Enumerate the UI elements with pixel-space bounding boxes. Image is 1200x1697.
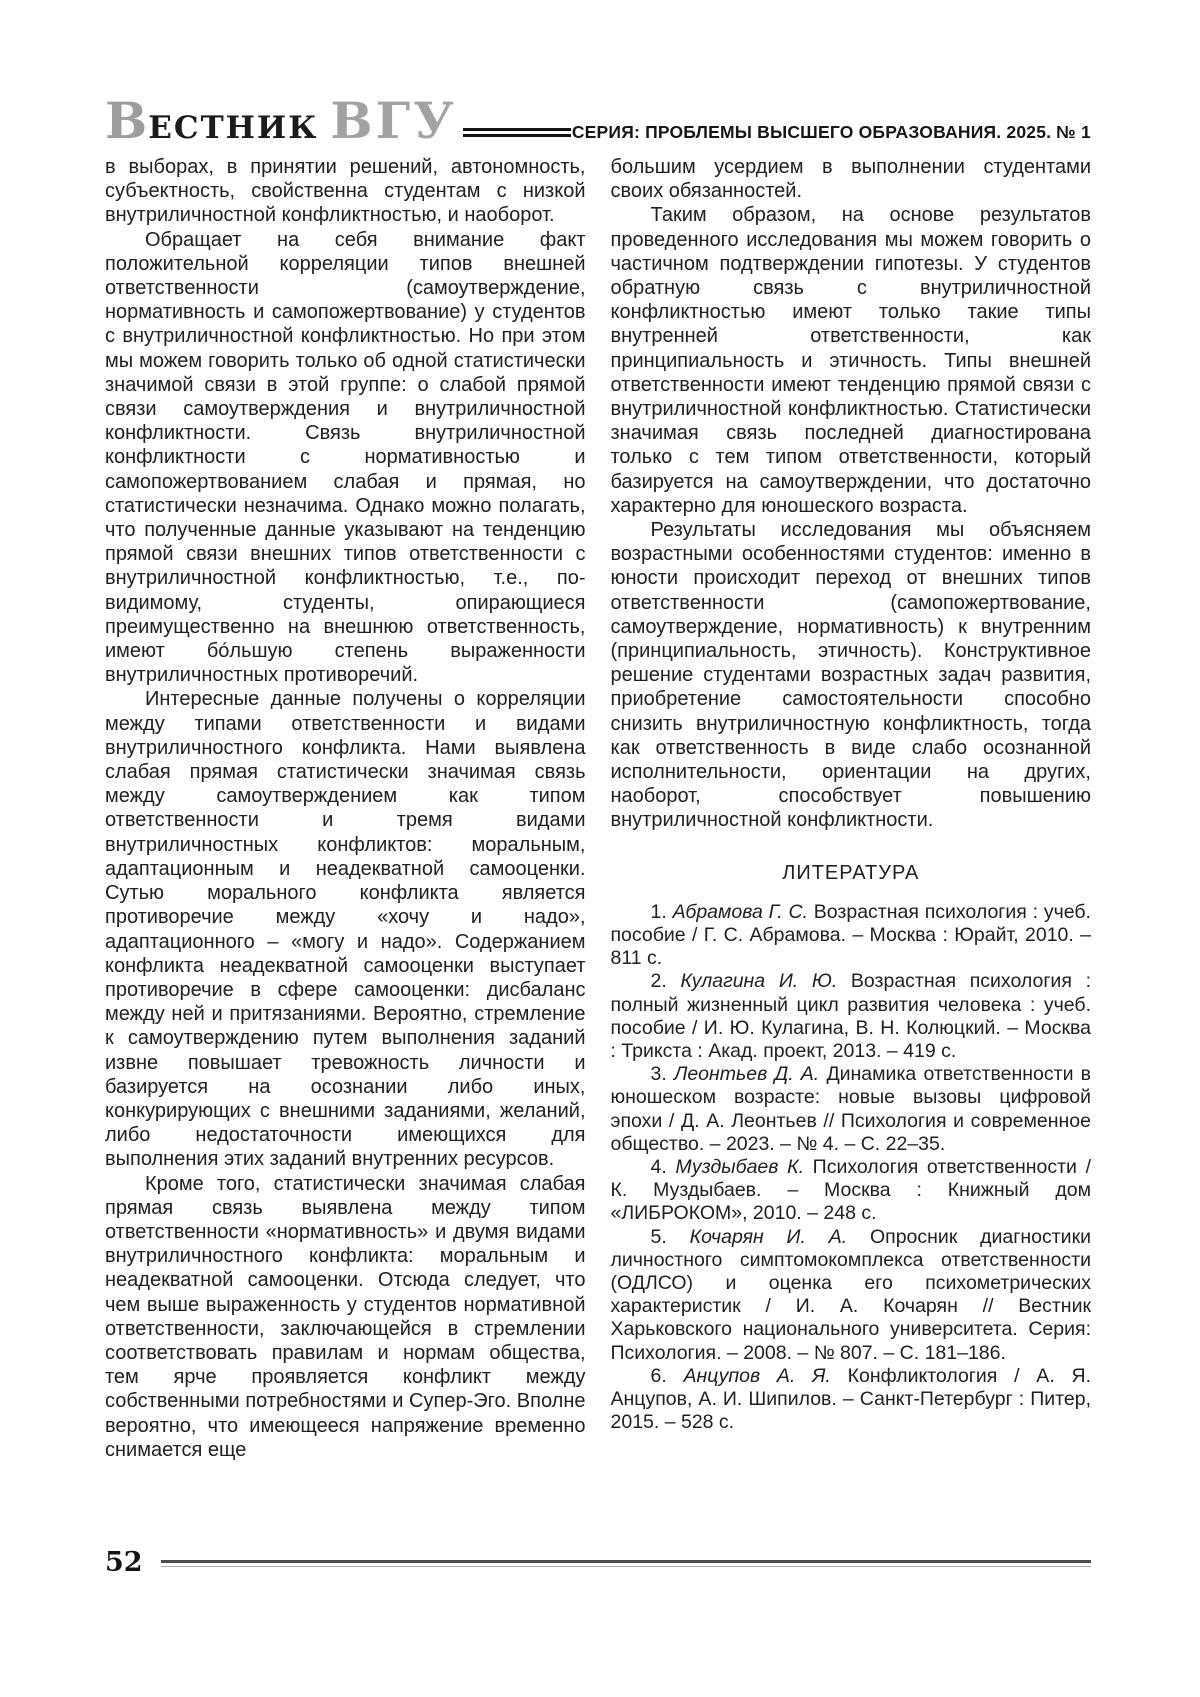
page-number: 52	[105, 1547, 143, 1578]
footer-rule	[161, 1560, 1091, 1567]
reference-number: 4.	[650, 1155, 667, 1178]
body-paragraph	[611, 203, 1092, 518]
reference-author: Кочарян И. А.	[689, 1225, 848, 1248]
paragraph-text: Обращает на себя внимание факт положительной корреляции типов внешней ответственности (самоутверждение, нормативность и самопожертвование) у студентов с внутриличностной конфликтностью. Но при этом мы можем говорить только об одной статистически значимой связи в этой группе: о слабой прямой связи самоутверждения и внутриличностной конфликтности. Связь внутриличностной конфликтности с нормативностью и самопожертвованием слабая и прямая, но статистически незначима. Однако можно полагать, что полученные данные указывают на тенденцию прямой связи внешних типов ответственности с внутриличностной конфликтностью, т.е., по-видимому, студенты, опирающиеся преимущественно на внешнюю ответственность, имеют бо́льшую степень выраженности внутриличностных противоречий.	[105, 228, 586, 687]
paragraph-text: Результаты исследования мы объясняем возрастными особенностями студентов: именно в юности происходит переход от внешних типов ответственности (самопожертвование, самоутверждение, нормативность) к внутренним (принципиальность, этичность). Конструктивное решение студентами возрастных задач развития, приобретение самостоятельности способно снизить внутриличностную конфликтность, тогда как ответственность в виде слабо осознанной исполнительности, ориентации на других, наоборот, способствует повышению внутриличностной конфликтности.	[610, 519, 1091, 832]
paragraph-text: большим усердием в выполнении студентами своих обязанностей.	[610, 156, 1091, 203]
reference-text: Динамика ответственности в юношеском возрасте: новые вызовы цифровой эпохи / Д. А. Леонтьев // Психология и современное общество. – 2023. – № 4. – С. 22–35.	[610, 1063, 1092, 1155]
reference-text: Опросник диагностики личностного симптомокомплекса ответственности (ОДЛСО) и оценка его психометрических характеристик / И. А. Кочарян // Вестник Харьковского национального университета. Серия: Психология. – 2008. – № 807. – С. 181–186.	[610, 1225, 1091, 1364]
body-paragraph	[611, 155, 1092, 203]
reference-text: Психология ответственности / К. Муздыбаев. – Москва : Книжный дом «ЛИБРОКОМ», 2010. – 248 с.	[610, 1155, 1092, 1225]
right-column	[611, 155, 1092, 1462]
logo-vgu: ВГУ	[330, 91, 457, 150]
paragraph-text: Интересные данные получены о корреляции между типами ответственности и видами внутриличностного конфликта. Нами выявлена слабая прямая статистически значимая связь между самоутверждением как типом ответственности и тремя видами внутриличностных конфликтов: моральным, адаптационным и неадекватной самооценки. Сутью морального конфликта является противоречие между «хочу и надо», адаптационного – «могу и надо». Содержанием конфликта неадекватной самооценки выступает противоречие в сфере самооценки: дисбаланс между ней и притязаниями. Вероятно, стремление к самоутверждению путем выполнения заданий извне повышает тревожность личности и базируется на осознании либо иных, конкурирующих с внешними заданиями, желаний, либо недостаточности имеющихся для выполнения этих заданий внутренних ресурсов.	[105, 688, 586, 1171]
reference-author: Кулагина И. Ю.	[680, 970, 838, 993]
journal-logo	[105, 91, 457, 150]
page-footer	[105, 1549, 1091, 1576]
logo-name-rest: ЕСТНИК	[148, 110, 319, 146]
logo-initial-letter: В	[105, 91, 149, 150]
reference-text: Возрастная психология : полный жизненный цикл развития человека : учеб. пособие / И. Ю. Кулагина, В. Н. Колюцкий. – Москва : Трикста : Акад. проект, 2013. – 419 с.	[610, 970, 1091, 1062]
reference-item	[611, 970, 1092, 1063]
body-paragraph	[105, 155, 586, 228]
reference-item	[611, 901, 1092, 971]
series-title: СЕРИЯ: ПРОБЛЕМЫ ВЫСШЕГО ОБРАЗОВАНИЯ. 2025. № 1	[571, 122, 1091, 142]
reference-author: Абрамова Г. С.	[672, 900, 808, 923]
body-paragraph	[105, 228, 586, 688]
article-body	[105, 155, 1091, 1462]
reference-number: 5.	[650, 1225, 667, 1248]
reference-text: Возрастная психология : учеб. пособие / Г. С. Абрамова. – Москва : Юрайт, 2010. – 811 с.	[610, 900, 1091, 970]
reference-author: Муздыбаев К.	[675, 1155, 805, 1178]
reference-item	[611, 1226, 1092, 1365]
body-paragraph	[105, 687, 586, 1171]
reference-list	[611, 901, 1092, 1435]
reference-item	[611, 1365, 1092, 1435]
right-paragraph-list	[611, 155, 1092, 833]
reference-item	[611, 1063, 1092, 1156]
literature-heading: ЛИТЕРАТУРА	[782, 861, 920, 884]
body-paragraph	[611, 518, 1092, 833]
header-double-rule	[463, 128, 571, 137]
reference-item	[611, 1156, 1092, 1226]
paragraph-text: Таким образом, на основе результатов проведенного исследования мы можем говорить о частичном подтверждении гипотезы. У студентов обратную связь с внутриличностной конфликтностью имеют только такие типы внутренней ответственности, как принципиальность и этичность. Типы внешней ответственности имеют тенденцию прямой связи с внутриличностной конфликтностью. Статистически значимая связь последней диагностирована только с тем типом ответственности, который базируется на самоутверждении, что достаточно характерно для юношеского возраста.	[610, 204, 1091, 517]
body-paragraph	[105, 1172, 586, 1462]
reference-number: 1.	[650, 900, 667, 923]
reference-number: 2.	[650, 970, 667, 993]
reference-author: Анцупов А. Я.	[683, 1364, 831, 1387]
left-column	[105, 155, 586, 1462]
left-paragraph-list	[105, 155, 586, 1462]
paragraph-text: Кроме того, статистически значимая слабая прямая связь выявлена между типом ответственности «нормативность» и двумя видами внутриличностного конфликта: моральным и неадекватной самооценки. Отсюда следует, что чем выше выраженность у студентов нормативной ответственности, заключающейся в стремлении соответствовать правилам и нормам общества, тем ярче проявляется конфликт между собственными потребностями и Супер-Эго. Вполне вероятно, что имеющееся напряжение временно снимается еще	[105, 1172, 586, 1461]
paragraph-text: в выборах, в принятии решений, автономность, субъектность, свойственна студентам с низкой внутриличностной конфликтностью, и наоборот.	[105, 156, 586, 227]
page-header	[105, 91, 1091, 150]
reference-text: Конфликтология / А. Я. Анцупов, А. И. Шипилов. – Санкт-Петербург : Питер, 2015. – 528 с.	[610, 1364, 1092, 1434]
reference-author: Леонтьев Д. А.	[673, 1063, 820, 1086]
reference-number: 6.	[650, 1364, 667, 1387]
reference-number: 3.	[650, 1063, 667, 1086]
